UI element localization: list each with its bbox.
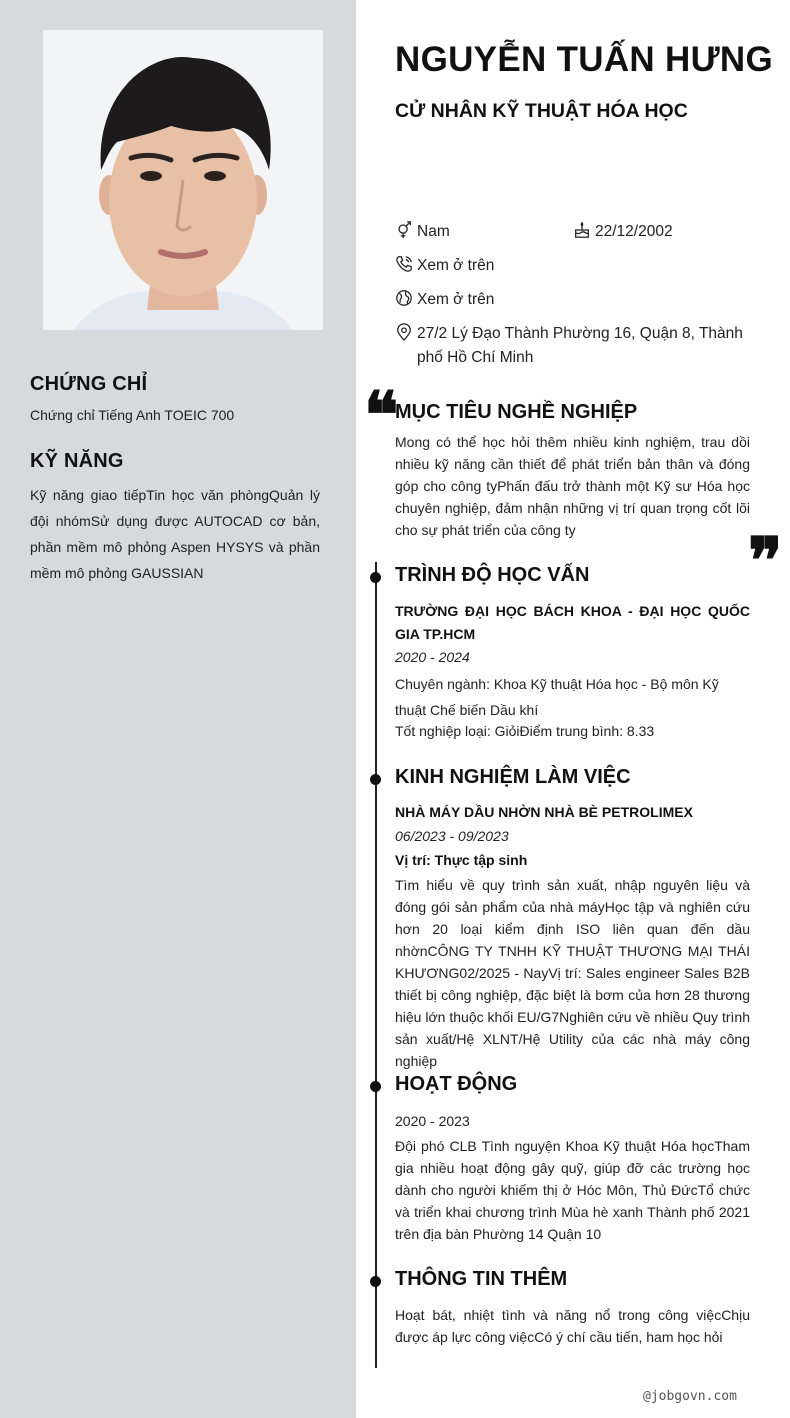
location-pin-icon bbox=[395, 322, 417, 344]
timeline-dot bbox=[370, 774, 381, 785]
timeline-dot bbox=[370, 1276, 381, 1287]
gender-row bbox=[395, 220, 450, 244]
quote-open-icon: ❝ bbox=[364, 378, 399, 453]
website-value: Xem ở trên bbox=[417, 291, 495, 308]
profile-photo bbox=[43, 30, 323, 330]
timeline-dot bbox=[370, 572, 381, 583]
education-school: TRƯỜNG ĐẠI HỌC BÁCH KHOA - ĐẠI HỌC QUỐC GIA TP.HCM bbox=[395, 603, 750, 642]
footer-watermark: @jobgovn.com bbox=[643, 1389, 737, 1404]
experience-heading: KINH NGHIỆM LÀM VIỆC bbox=[395, 766, 631, 788]
skills-text: Kỹ năng giao tiếpTin học văn phòngQuản lý đội nhómSử dụng được AUTOCAD cơ bản, phần mềm mô phỏng Aspen HYSYS và phần mềm mô phỏng GAUSSIAN bbox=[30, 487, 320, 581]
phone-value: Xem ở trên bbox=[417, 257, 495, 274]
education-heading: TRÌNH ĐỘ HỌC VẤN bbox=[395, 564, 590, 586]
experience-period: 06/2023 - 09/2023 bbox=[395, 828, 509, 844]
certificates-heading: CHỨNG CHỈ bbox=[30, 373, 148, 395]
additional-text: Hoạt bát, nhiệt tình và năng nổ trong công việcChịu được áp lực công việcCó ý chí cầu tiến, ham học hỏi bbox=[395, 1307, 750, 1345]
quote-close-icon: ❞ bbox=[748, 524, 783, 599]
education-grade: Tốt nghiệp loại: GiỏiĐiểm trung bình: 8.33 bbox=[395, 723, 655, 739]
cake-icon bbox=[573, 220, 595, 242]
timeline-line bbox=[375, 562, 377, 1368]
candidate-name: NGUYỄN TUẤN HƯNG bbox=[395, 40, 774, 79]
additional-heading: THÔNG TIN THÊM bbox=[395, 1268, 568, 1290]
address-value: 27/2 Lý Đạo Thành Phường 16, Quận 8, Thành phố Hồ Chí Minh bbox=[417, 325, 743, 366]
website-row bbox=[395, 288, 494, 312]
phone-icon bbox=[395, 254, 417, 276]
activities-heading: HOẠT ĐỘNG bbox=[395, 1073, 518, 1095]
candidate-title: CỬ NHÂN KỸ THUẬT HÓA HỌC bbox=[395, 100, 688, 122]
phone-row bbox=[395, 254, 494, 278]
gender-value: Nam bbox=[417, 223, 450, 240]
experience-description: Tìm hiểu về quy trình sản xuất, nhập nguyên liệu và đóng gói sản phẩm của nhà máyHọc tập và nghiên cứu hơn 20 loại kiểm định ISO liên quan đến dầu nhờnCÔNG TY TNHH KỸ THUẬT THƯƠNG MẠI THÁI KHƯƠNG02/2025 - NayVị trí: Sales engineer Sales B2B thiết bị công nghiệp, đặc biệt là bơm của hơn 28 thương hiệu lớn thuộc khối EU/G7Nghiên cứu về nhiều Quy trình sản xuất/Hệ XLNT/Hệ Utility của các nhà máy công nghiệp bbox=[395, 877, 750, 1069]
certificate-item: Chứng chỉ Tiếng Anh TOEIC 700 bbox=[30, 407, 235, 423]
activities-description: Đội phó CLB Tình nguyện Khoa Kỹ thuật Hóa họcTham gia nhiều hoạt động gây quỹ, giúp đỡ các trường học dành cho người khiếm thị ở Hóc Môn, Thủ ĐứcTổ chức và triển khai chương trình Mùa hè xanh Thành phố 2021 trên địa bàn Phường 14 Quận 10 bbox=[395, 1138, 750, 1242]
birthday-row bbox=[573, 220, 673, 244]
objective-text: Mong có thể học hỏi thêm nhiều kinh nghiệm, trau dồi nhiều kỹ năng cần thiết để phát triển bản thân và đóng góp cho công tyPhấn đấu trở thành một Kỹ sư Hóa học chuyên nghiệp, đảm nhận những vị trí quan trọng cốt lõi cho sự phát triển của công ty bbox=[395, 434, 750, 538]
education-major: Chuyên ngành: Khoa Kỹ thuật Hóa học - Bộ môn Kỹ thuật Chế biến Dầu khí bbox=[395, 676, 719, 718]
education-period: 2020 - 2024 bbox=[395, 649, 470, 665]
birthday-value: 22/12/2002 bbox=[595, 223, 673, 240]
objective-heading: MỤC TIÊU NGHỀ NGHIỆP bbox=[395, 401, 638, 423]
experience-position: Vị trí: Thực tập sinh bbox=[395, 852, 528, 868]
gender-icon bbox=[395, 220, 417, 242]
timeline-dot bbox=[370, 1081, 381, 1092]
globe-icon bbox=[395, 288, 417, 310]
address-row bbox=[395, 322, 750, 370]
experience-company: NHÀ MÁY DẦU NHỜN NHÀ BÈ PETROLIMEX bbox=[395, 804, 693, 820]
activities-period: 2020 - 2023 bbox=[395, 1113, 470, 1129]
skills-heading: KỸ NĂNG bbox=[30, 450, 124, 472]
